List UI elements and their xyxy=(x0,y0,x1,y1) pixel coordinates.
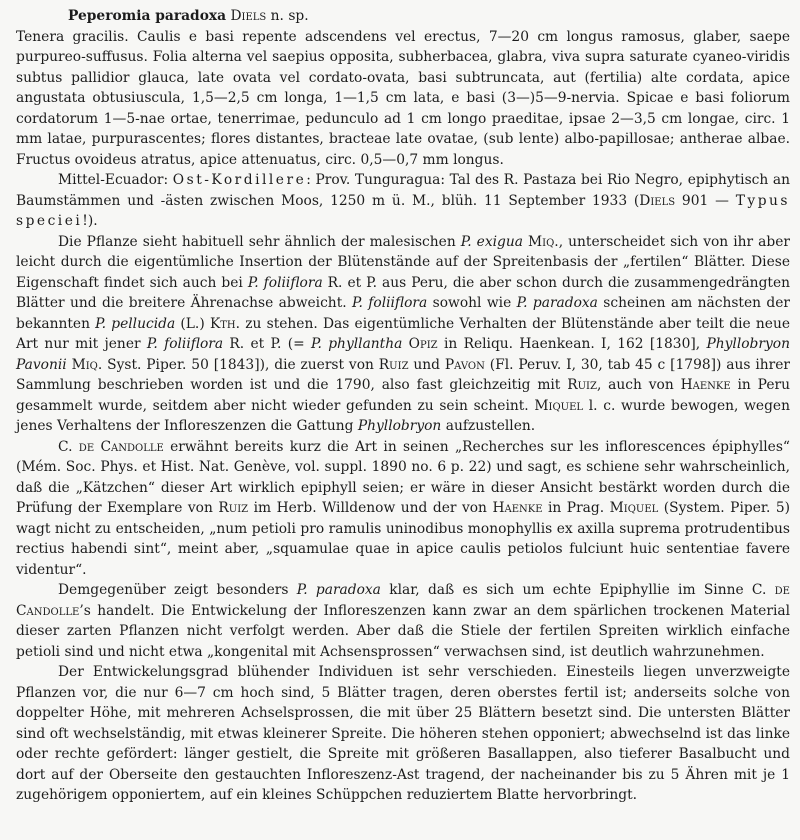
text-it: Phyllobryon xyxy=(357,418,442,434)
text-sc: Diels xyxy=(639,192,676,209)
text-it: P. foliiflora xyxy=(352,295,428,311)
text-sc: C. de Candolle xyxy=(16,582,790,619)
text-run: in Peru gesammelt wurde, seitdem aber nicht wieder gefunden zu sein scheint. xyxy=(16,377,790,414)
text-sc: Haenke xyxy=(492,500,543,516)
text-it: P. foliiflora xyxy=(247,274,323,291)
discussion-paragraph xyxy=(16,232,790,437)
text-it: P. paradoxa xyxy=(516,295,598,311)
text-run: und xyxy=(408,356,445,373)
text-run: l. c. wurde bewogen, wegen jenes Verhaltens der Infloreszenzen die Gattung xyxy=(16,397,790,434)
text-bold: Peperomia paradoxa xyxy=(68,8,227,24)
text-sc: Haenke xyxy=(680,377,731,393)
text-run: (System. Piper. 5) wagt nicht zu entscheiden, „num petioli pro ramulis uninodibus monophyllis ex axilla suprema protrudentibus rectius habendi sint“, meint aber, „squamulae quae in apice caulis petiolos fulciunt huic sententiae favere videntur“. xyxy=(16,500,790,578)
discussion-paragraph xyxy=(16,437,790,581)
text-sc: Pavon xyxy=(444,356,485,373)
text-run: zu stehen. Das eigentümliche Verhalten der Blütenstände aber teilt die neue Art nur mit jener xyxy=(16,315,790,352)
text-run: n. sp. xyxy=(266,8,309,24)
text-sc: Miq. xyxy=(528,233,559,250)
text-run: R. et P. (= xyxy=(223,336,312,352)
text-run: im Herb. Willdenow und der von xyxy=(248,500,493,516)
text-run: scheinen am nächsten der bekannten xyxy=(16,295,790,332)
text-run: , unterscheidet sich von ihr aber leicht durch die eigentümliche Insertion der Blütenstände auf der Spreitenbasis der „fertilen“ Blätter. Diese Eigenschaft findet sich auch bei xyxy=(16,233,790,291)
text-run: , auch von xyxy=(596,377,681,393)
locality-paragraph xyxy=(16,170,790,232)
text-sc: Miquel xyxy=(534,397,584,414)
text-run: Demgegenüber zeigt besonders xyxy=(58,582,297,598)
text-sc: Diels xyxy=(230,8,267,24)
text-run: : Prov. Tunguragua: Tal des R. Pastaza bei Rio Negro, epiphytisch an Baumstämmen und -ästen zwischen Moos, 1250 m ü. M., blüh. 11 September 1933 ( xyxy=(16,172,791,209)
text-run: erwähnt bereits kurz die Art in seinen „Recherches sur les inflorescences épiphylles“ (Mém. Soc. Phys. et Hist. Nat. Genève, vol. suppl. 1890 no. 6 p. 22) und sagt, es schiene sehr wahrscheinlich, daß die „Kätzchen“ dieser Art wirklich epiphyll seien; er wäre in dieser Ansicht bestärkt worden durch die Prüfung der Exemplare von xyxy=(16,438,790,516)
text-it: P. phyllantha xyxy=(311,336,403,352)
text-sc: Opiz xyxy=(408,336,438,352)
text-it: P. paradoxa xyxy=(296,582,381,598)
text-run: Mittel-Ecuador: xyxy=(58,172,173,188)
text-run: Der Entwickelungsgrad blühender Individuen ist sehr verschieden. Einesteils liegen unverzweigte Pflanzen vor, die nur 6—7 cm hoch sind, 5 Blätter tragen, deren oberstes fertil ist; anderseits solche von doppelter Höhe, mit mehreren Achselsprossen, die mit über 25 Blättern besetzt sind. Die untersten Blätter sind oft wechselständig, mit etwas kleinerer Spreite. Die höheren stehen opponiert; abwechselnd ist das linke oder rechte gefördert: länger gestielt, die Spreite mit größeren Basallappen, also tieferer Basalbucht und dort auf der Oberseite den gestauchten Infloreszenz-Ast tragend, der nacheinander bis zu 5 Ähren mit je 1 zugehörigem opponiertem, auf ein kleines Schüppchen reduziertem Blatte hervorbringt. xyxy=(16,664,790,803)
text-run: in Prag. xyxy=(542,500,610,516)
text-run: (Fl. Peruv. I, 30, tab 45 c [1798]) aus ihrer Sammlung beschrieben worden ist und die 1790, also fast gleichzeitig mit xyxy=(16,356,791,393)
text-run: aufzustellen. xyxy=(441,418,536,434)
text-run: !). xyxy=(82,213,98,229)
text-it: Phyllobryon Pavonii xyxy=(16,336,790,373)
text-it: P. exigua xyxy=(460,233,523,250)
text-run: R. et P. aus Peru, die aber schon durch die zusammengedrängten Blätter und die breitere Ährenachse abweicht. xyxy=(16,274,790,311)
text-run: in Reliqu. Haenkean. I, 162 [1830], xyxy=(437,336,707,352)
text-it: P. pellucida xyxy=(95,315,176,332)
text-sc: C. de Candolle xyxy=(58,438,164,455)
text-sc: Ruiz xyxy=(218,500,249,516)
text-sc: Ruiz xyxy=(378,356,409,373)
text-sc: Ruiz xyxy=(567,377,597,393)
species-diagnosis xyxy=(16,6,790,170)
text-sc: Kth. xyxy=(209,315,241,332)
text-run: Die Pflanze sieht habituell sehr ähnlich der malesischen xyxy=(58,233,461,250)
text-run: 901 — xyxy=(675,192,736,209)
text-sc: Miquel xyxy=(609,500,659,516)
discussion-paragraph xyxy=(16,662,790,806)
text-run: klar, daß es sich um echte Epiphyllie im Sinne xyxy=(380,582,752,598)
discussion-paragraph xyxy=(16,580,790,662)
text-sc: Miq. xyxy=(71,356,103,373)
text-it: P. foliiflora xyxy=(146,336,224,352)
text-sp: Ost-Kordillere xyxy=(172,172,307,188)
text-run: (L.) xyxy=(175,315,210,332)
text-run: Syst. Piper. 50 [1843]), die zuerst von xyxy=(102,356,379,373)
text-run: sowohl wie xyxy=(427,295,517,311)
text-run: Tenera gracilis. Caulis e basi repente adscendens vel erectus, 7—20 cm longus ramosus, glaber, saepe purpureo-suffusus. Folia alterna vel saepius opposita, subherbacea, glabra, viva supra saturate cyaneo-viridis subtus pallidior glauca, late ovata vel cordato-ovata, basi subtruncata, aut (fertilia) alte cordata, apice angustata obtusiuscula, 1,5—2,5 cm longa, 1—1,5 cm lata, e basi (3—)5—9-nervia. Spicae e basi foliorum cordatorum 1—5-nae ortae, tenerrimae, pedunculo ad 1 cm longo praeditae, ipsae 2—3,5 cm longae, circ. 1 mm latae, purpurascentes; flores distantes, bracteae late ovatae, (sub lente) albo-papillosae; antherae albae. Fructus ovoideus atratus, apice attenuatus, circ. 0,5—0,7 mm longus. xyxy=(16,28,790,168)
text-run: ’s handelt. Die Entwickelung der Infloreszenzen kann zwar an dem spärlichen trockenen Material dieser zarten Pflanzen nicht verfolgt werden. Aber daß die Stiele der fertilen Spreiten wirklich einfache petioli sind und nicht etwa „kongenital mit Achsensprossen“ verwachsen sind, ist deutlich wahrzunehmen. xyxy=(16,602,790,660)
text-sp: Typus speciei xyxy=(16,192,790,229)
